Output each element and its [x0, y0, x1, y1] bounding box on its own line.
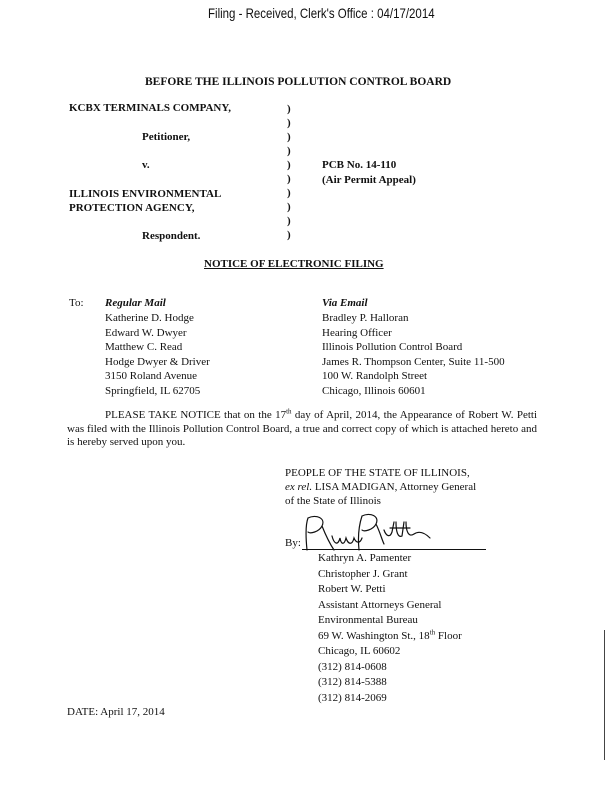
caption-bracket: ) — [287, 145, 291, 157]
people-line1: PEOPLE OF THE STATE OF ILLINOIS, — [285, 467, 470, 479]
case-type: (Air Permit Appeal) — [322, 174, 416, 186]
handwritten-signature — [296, 510, 436, 556]
phone-number: (312) 814-5388 — [318, 676, 387, 688]
attorney-name: Kathryn A. Pamenter — [318, 552, 412, 564]
phone-number: (312) 814-0608 — [318, 660, 387, 673]
signature-block — [318, 553, 462, 708]
filing-stamp: Filing - Received, Clerk's Office : 04/17/2014 — [208, 5, 435, 21]
regular-mail-heading: Regular Mail — [105, 297, 166, 309]
recipient-line: Edward W. Dwyer — [105, 326, 187, 339]
address-street — [318, 627, 462, 647]
notice-text-part1: PLEASE TAKE NOTICE that on the 17 — [105, 409, 287, 421]
attorney-title: Assistant Attorneys General — [318, 598, 442, 611]
address-city: Chicago, IL 60602 — [318, 645, 401, 657]
caption-bracket: ) — [287, 201, 291, 213]
recipient-line: Hearing Officer — [322, 326, 392, 339]
recipient-line: Illinois Pollution Control Board — [322, 341, 463, 354]
caption-bracket: ) — [287, 103, 291, 115]
attorney-name: Christopher J. Grant — [318, 567, 408, 580]
bureau-name: Environmental Bureau — [318, 614, 418, 626]
attorney-name: Robert W. Petti — [318, 583, 386, 595]
ex-rel: ex rel. — [285, 481, 313, 493]
email-recipients — [322, 313, 505, 401]
recipient-line: Matthew C. Read — [105, 341, 183, 354]
caption-bracket: ) — [287, 173, 291, 185]
by-label: By: — [285, 537, 301, 549]
versus: v. — [142, 159, 150, 171]
case-number: PCB No. 14-110 — [322, 159, 397, 171]
respondent-name-line1: ILLINOIS ENVIRONMENTAL — [69, 188, 222, 200]
recipient-line: Bradley P. Halloran — [322, 312, 409, 324]
scan-edge-mark — [604, 630, 605, 760]
date-line: DATE: April 17, 2014 — [67, 706, 165, 718]
recipient-line: Hodge Dwyer & Driver — [105, 355, 210, 368]
petitioner-name: KCBX TERMINALS COMPANY, — [69, 102, 232, 114]
recipient-line: James R. Thompson Center, Suite 11-500 — [322, 355, 505, 368]
notice-text-sup: th — [286, 407, 292, 416]
recipient-line: 3150 Roland Avenue — [105, 370, 198, 383]
petitioner-role: Petitioner, — [142, 131, 191, 143]
notice-paragraph — [67, 409, 537, 450]
people-line2-rest: LISA MADIGAN, Attorney General — [312, 481, 477, 493]
street-sup: th — [429, 627, 436, 636]
street-part1: 69 W. Washington St., 18 — [318, 629, 430, 642]
notice-title: NOTICE OF ELECTRONIC FILING — [204, 258, 384, 270]
via-email-heading: Via Email — [322, 297, 368, 309]
board-title: BEFORE THE ILLINOIS POLLUTION CONTROL BOARD — [145, 76, 452, 88]
street-part2: Floor — [435, 629, 462, 642]
phone-number: (312) 814-2069 — [318, 691, 387, 704]
caption-bracket: ) — [287, 159, 291, 171]
caption-bracket: ) — [287, 131, 291, 143]
notice-text-part2: day of April, 2014, the Appearance of Robert W. Petti was filed with the Illinois Pollution Control Board, a true and correct copy of which is attached hereto and is hereby served upon you. — [67, 409, 537, 449]
recipient-line: Katherine D. Hodge — [105, 312, 194, 324]
people-line3: of the State of Illinois — [285, 495, 381, 507]
caption-bracket: ) — [287, 117, 291, 129]
to-label: To: — [69, 297, 84, 309]
people-line2 — [285, 482, 476, 493]
caption-bracket: ) — [287, 187, 291, 199]
caption-bracket: ) — [287, 215, 291, 227]
recipient-line: Chicago, Illinois 60601 — [322, 384, 426, 397]
recipient-line: 100 W. Randolph Street — [322, 370, 428, 383]
regular-mail-recipients — [105, 313, 210, 401]
recipient-line: Springfield, IL 62705 — [105, 384, 201, 397]
respondent-role: Respondent. — [142, 230, 201, 242]
respondent-name-line2: PROTECTION AGENCY, — [69, 202, 195, 214]
caption-bracket: ) — [287, 229, 291, 241]
